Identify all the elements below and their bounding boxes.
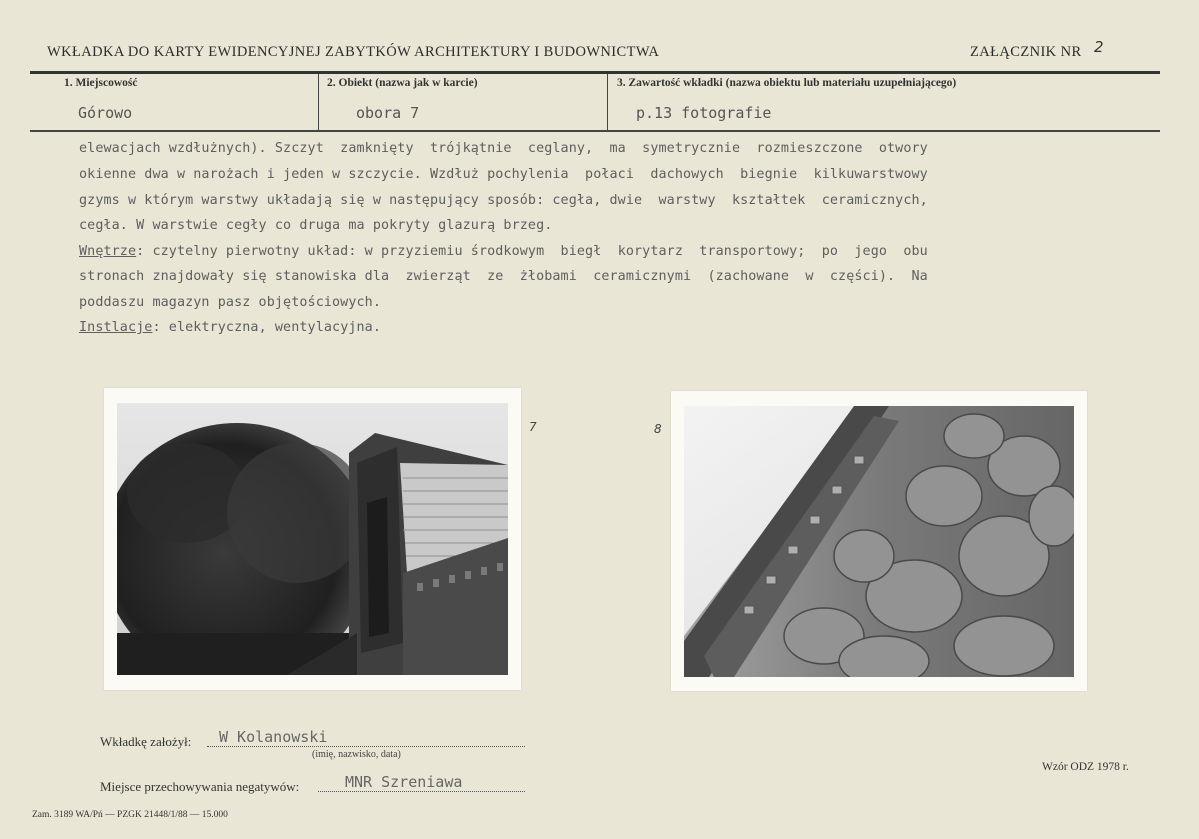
photo-number-8: 8 (654, 422, 662, 436)
form-version: Wzór ODZ 1978 r. (1042, 761, 1129, 773)
form-title: WKŁADKA DO KARTY EWIDENCYJNEJ ZABYTKÓW ARCHITEKTURY I BUDOWNICTWA (47, 44, 660, 60)
body-line: okienne dwa w narożach i jeden w szczycie. Wzdłuż pochylenia połaci dachowych biegnie kilkuwarstwowy (79, 167, 928, 182)
photo-card-8 (671, 391, 1087, 691)
fields-rule (30, 130, 1160, 132)
column-separator (318, 74, 319, 130)
locality-label: 1. Miejscowość (64, 77, 138, 89)
content-label: 3. Zawartość wkładki (nazwa obiektu lub materiału uzupełniającego) (617, 77, 957, 89)
body-line-installations (79, 320, 381, 335)
locality-value: Górowo (78, 104, 133, 122)
interior-heading: Wnętrze (79, 244, 137, 259)
print-info: Zam. 3189 WA/Pń — PZGK 21448/1/88 — 15.000 (32, 810, 228, 820)
body-line: cegła. W warstwie cegły co druga ma pokryty glazurą brzeg. (79, 218, 553, 233)
installations-text: : elektryczna, wentylacyjna. (152, 320, 382, 335)
negatives-label: Miejsce przechowywania negatywów: (100, 779, 300, 794)
interior-text: : czytelny pierwotny układ: w przyziemiu środkowym biegł korytarz transportowy; po jego obu (136, 244, 928, 259)
installations-heading: Instlacje (79, 320, 153, 335)
body-line: poddaszu magazyn pasz objętościowych. (79, 295, 381, 310)
header-rule (30, 71, 1160, 74)
negatives-value: MNR Szreniawa (345, 773, 463, 791)
body-line-interior (79, 244, 928, 259)
photo-barn-gable (117, 403, 508, 675)
photo-wall-cornice (684, 406, 1074, 677)
column-separator (607, 74, 608, 130)
content-value: p.13 fotografie (636, 104, 772, 122)
body-line: elewacjach wzdłużnych). Szczyt zamknięty trójkątnie ceglany, ma symetrycznie rozmieszczone otwory (79, 141, 928, 156)
photo-wall-cornice-image (684, 406, 1074, 677)
created-by-dotted-line (207, 746, 525, 747)
body-line: gzyms w którym warstwy układają się w następujący sposób: cegła, dwie warstwy kształtek ceramicznych, (79, 193, 928, 208)
negatives-dotted-line (318, 791, 525, 792)
object-label: 2. Obiekt (nazwa jak w karcie) (327, 77, 478, 89)
created-by-value: W Kolanowski (219, 728, 328, 746)
photo-number-7: 7 (529, 420, 537, 434)
created-by-label: Wkładkę założył: (100, 734, 192, 749)
attachment-label: ZAŁĄCZNIK NR (970, 44, 1082, 60)
photo-card-7 (104, 388, 521, 690)
photo-barn-gable-image (117, 403, 508, 675)
attachment-number: 2 (1094, 38, 1104, 56)
created-by-hint: (imię, nazwisko, data) (312, 749, 401, 760)
object-value: obora 7 (356, 104, 420, 122)
body-line: stronach znajdowały się stanowiska dla zwierząt ze żłobami ceramicznymi (zachowane w części). Na (79, 269, 928, 284)
